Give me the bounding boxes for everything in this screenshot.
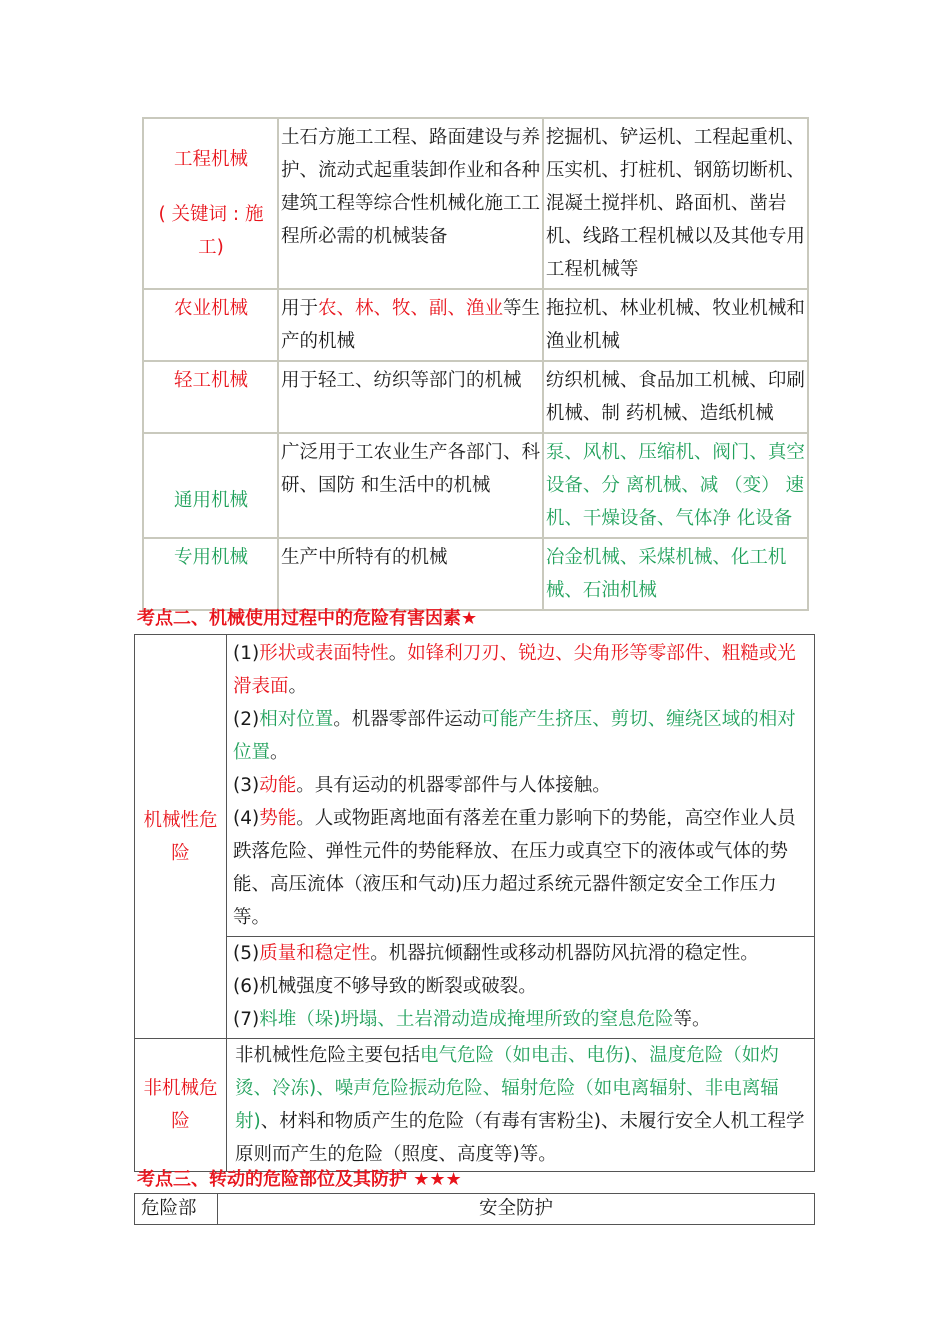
category-cell: 非机械危险 — [135, 1039, 227, 1172]
item-text: 非机械性危险主要包括 — [235, 1045, 421, 1066]
item-number: (3) — [233, 775, 260, 796]
examples-cell: 冶金机械、采煤机械、化工机械、石油机械 — [543, 538, 808, 610]
section-heading-2: 考点二、机械使用过程中的危险有害因素★ — [137, 608, 478, 629]
item-text: 。 — [388, 643, 408, 664]
table-row — [143, 538, 808, 610]
column-header: 危险部 — [135, 1194, 218, 1225]
hazard-item — [233, 937, 808, 970]
description-highlight: 农、林、牧、副、渔业 — [318, 298, 504, 319]
item-number: (7) — [233, 1009, 260, 1030]
description-cell: 广泛用于工农业生产各部门、科研、国防 和生活中的机械 — [278, 433, 543, 538]
rotating-hazards-table — [134, 1193, 815, 1225]
item-key: 相对位置 — [259, 709, 334, 730]
hazard-item — [233, 637, 808, 703]
category-cell: 机械性危险 — [135, 635, 227, 1039]
machinery-classification-table — [142, 117, 809, 611]
table-header-row — [135, 1194, 815, 1225]
description-cell — [278, 289, 543, 361]
item-text: 。 — [288, 676, 308, 697]
category-cell: 农业机械 — [143, 289, 278, 361]
item-number: (4) — [233, 808, 260, 829]
item-number: (2) — [233, 709, 260, 730]
item-key: 料堆（垛)坍塌、土岩滑动造成掩埋所致的窒息危险 — [259, 1009, 674, 1030]
item-number: (5) — [233, 943, 260, 964]
item-highlight: 如锋利刀刃、锐边、尖角形等零部件、粗糙或光滑表面 — [233, 643, 796, 697]
table-row — [143, 289, 808, 361]
item-key: 形状或表面特性 — [259, 643, 389, 664]
item-number: (6) — [233, 976, 260, 997]
table-row — [135, 635, 815, 937]
description-cell: 用于轻工、纺织等部门的机械 — [278, 361, 543, 433]
hazard-item — [233, 769, 808, 802]
section-heading-3: 考点三、转动的危险部位及其防护 ★★★ — [137, 1169, 462, 1190]
item-number: (1) — [233, 643, 260, 664]
table-row — [135, 937, 815, 1039]
hazard-items-cell — [227, 635, 815, 937]
item-highlight: 电气危险（如电击、电伤)、温度危险（如灼烫、冷冻)、噪声危险振动危险、辐射危险（如电离辐射、非电离辐射) — [235, 1045, 779, 1132]
category-cell: 通用机械 — [143, 433, 278, 538]
item-text: 。机器抗倾翻性或移动机器防风抗滑的稳定性。 — [370, 943, 759, 964]
item-key: 动能 — [259, 775, 297, 796]
hazard-items-cell — [227, 937, 815, 1039]
table-row — [143, 361, 808, 433]
non-mechanical-cell — [227, 1039, 815, 1172]
table-row — [135, 1039, 815, 1172]
item-key: 势能 — [259, 808, 297, 829]
examples-cell: 拖拉机、林业机械、牧业机械和渔业机械 — [543, 289, 808, 361]
hazard-item — [233, 703, 808, 769]
column-header: 安全防护 — [218, 1194, 815, 1225]
item-text: 等。 — [673, 1009, 711, 1030]
item-highlight: 可能产生挤压、剪切、缠绕区域的相对位置 — [233, 709, 796, 763]
item-text: 机械强度不够导致的断裂或破裂。 — [259, 976, 537, 997]
item-text: 。具有运动的机器零部件与人体接触。 — [296, 775, 611, 796]
category-cell: 轻工机械 — [143, 361, 278, 433]
description-cell: 土石方施工工程、路面建设与养护、流动式起重装卸作业和各种建筑工程等综合性机械化施工工程所必需的机械装备 — [278, 118, 543, 289]
table-row — [143, 118, 808, 289]
category-label: 工程机械 — [174, 149, 249, 170]
item-text: 。 — [270, 742, 289, 763]
item-key: 质量和稳定性 — [259, 943, 371, 964]
examples-cell: 泵、风机、压缩机、阀门、真空设备、分 离机械、减 （变） 速机、干燥设备、气体净 化设备 — [543, 433, 808, 538]
hazard-item — [233, 802, 808, 934]
description-cell: 生产中所特有的机械 — [278, 538, 543, 610]
hazard-item — [233, 1003, 808, 1036]
item-text: 。人或物距离地面有落差在重力影响下的势能，高空作业人员跌落危险、弹性元件的势能释放、在压力或真空下的液体或气体的势能、高压流体（液压和气动)压力超过系统元器件额定安全工作压力等。 — [233, 808, 796, 928]
hazard-item — [233, 970, 808, 1003]
category-cell — [143, 118, 278, 289]
item-text: 。机器零部件运动 — [333, 709, 482, 730]
table-row — [143, 433, 808, 538]
hazard-factors-table — [134, 634, 815, 1172]
category-note: ( 关键词 : 施工) — [158, 204, 264, 258]
item-text: 、材料和物质产生的危险（有毒有害粉尘)、未履行安全人机工程学原则而产生的危险（照度、高度等)等。 — [235, 1111, 805, 1165]
category-cell: 专用机械 — [143, 538, 278, 610]
description-text: 用于 — [281, 298, 319, 319]
description-text: 等生产的机械 — [281, 298, 541, 352]
examples-cell: 纺织机械、食品加工机械、印刷机械、制 药机械、造纸机械 — [543, 361, 808, 433]
examples-cell: 挖掘机、铲运机、工程起重机、压实机、打桩机、钢筋切断机、混凝土搅拌机、路面机、凿岩机、线路工程机械以及其他专用工程机械等 — [543, 118, 808, 289]
